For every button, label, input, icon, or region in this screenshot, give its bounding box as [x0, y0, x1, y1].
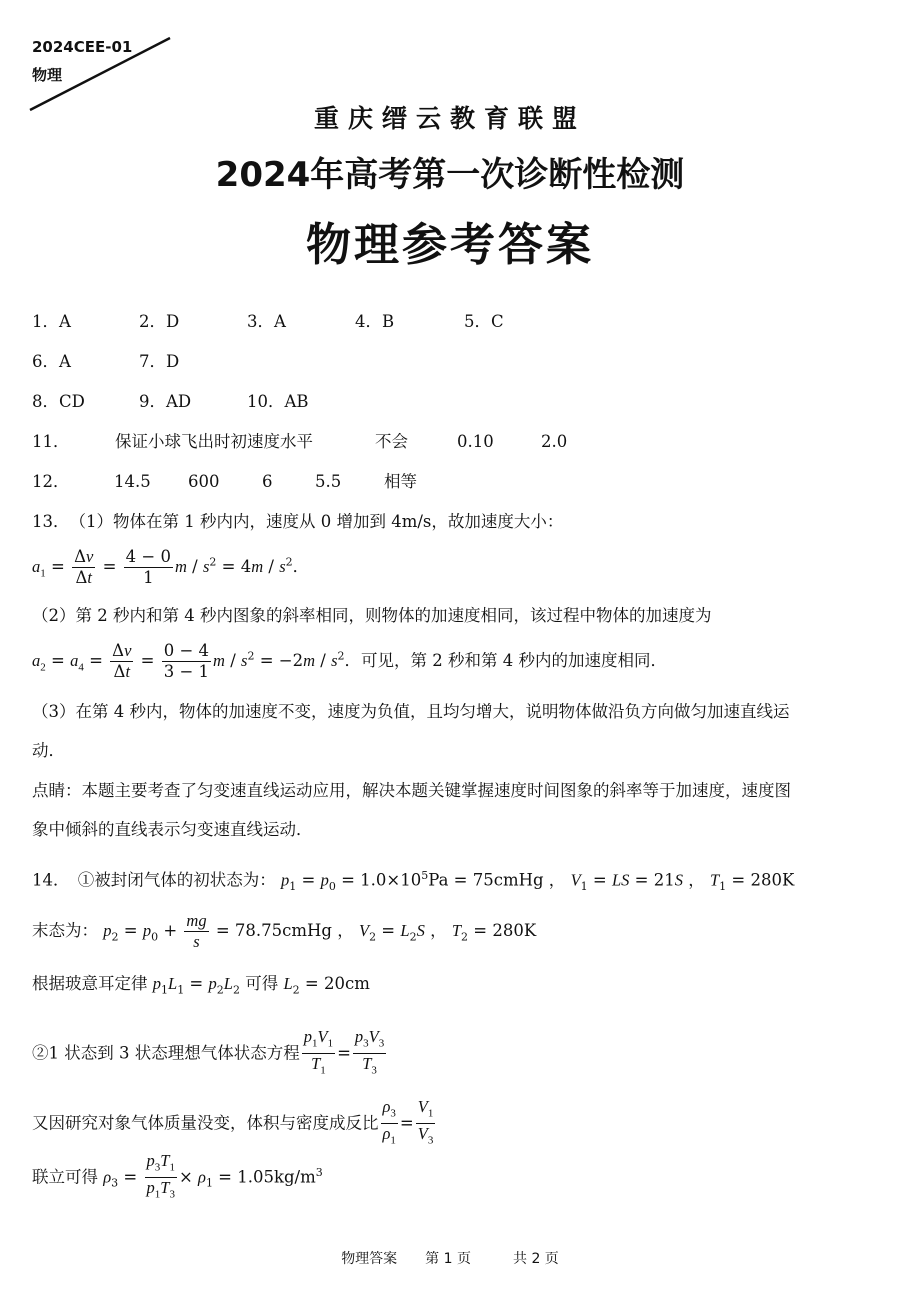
q14-final-state: 末态为： $p_2 = p_0$ + $\frac{mg}{s}$ = 78.75cmHg ， $V_2 = L_2S$ ， $T_2 = 280K$: [32, 911, 537, 951]
q11-blank-2: 不会: [375, 432, 408, 451]
q14-density-relation: 又因研究对象气体质量没变，体积与密度成反比 $\frac{\rho_3}{\rho_1}$ = $\frac{V_1}{V_3}$: [32, 1097, 434, 1147]
q14-initial-state: 14． ①被封闭气体的初状态为： $p_1 = p_0 = 1.0\times 10^5Pa$ = 75cmHg ， $V_1$ = LS = 21S ， $T_1 = 280K$: [32, 869, 795, 893]
q14-boyle-label: 根据玻意耳定律: [32, 974, 148, 993]
q14-end-label: 末态为：: [32, 921, 98, 940]
answer-3: 3．A: [247, 312, 286, 331]
q12-blank-2: 600: [188, 472, 220, 491]
answer-9: 9．AD: [139, 392, 192, 411]
answer-10: 10．AB: [247, 392, 309, 411]
answer-4: 4．B: [355, 312, 395, 331]
answer-8: 8．CD: [32, 392, 85, 411]
q13-equation-a1: $a_1$ = $\frac{\Delta v}{\Delta t}$ = $\frac{4 - 0}{1}$ $m / s^2 = 4m / s^2$．: [32, 547, 310, 587]
document-code: 2024CEE-01: [32, 38, 133, 56]
q14-density-label: 又因研究对象气体质量没变，体积与密度成反比: [32, 1113, 379, 1133]
q12-blank-1: 14.5: [114, 472, 151, 491]
q13-part3-line1: （3）在第 4 秒内，物体的加速度不变，速度为负值，且均匀增大，说明物体做沿负方向做匀加速直线运: [32, 702, 790, 721]
q13-part1-text: 13． （1）物体在第 1 秒内内，速度从 0 增加到 4m/s，故加速度大小：: [32, 512, 564, 531]
q13-note-line2: 象中倾斜的直线表示匀变速直线运动．: [32, 820, 313, 839]
q12-blank-3: 6: [262, 472, 273, 491]
q13-part3-line2: 动．: [32, 741, 65, 760]
q11-number: 11．: [32, 432, 70, 451]
org-title: 重庆缙云教育联盟: [313, 104, 586, 133]
exam-title: 2024年高考第一次诊断性检测: [215, 155, 685, 195]
q13-part2-text: （2）第 2 秒内和第 4 秒内图象的斜率相同，则物体的加速度相同，该过程中物体的加速度为: [32, 606, 712, 625]
q14-combine-label: 联立可得: [32, 1167, 98, 1187]
answer-5: 5．C: [464, 312, 504, 331]
q11-blank-4: 2.0: [541, 432, 568, 451]
q14-state-equation: ②1 状态到 3 状态理想气体状态方程 $\frac{p_1V_1}{T_1}$ = $\frac{p_3V_3}{T_3}$: [32, 1027, 385, 1077]
answer-1: 1．A: [32, 312, 71, 331]
q11-blank-1: 保证小球飞出时初速度水平: [115, 432, 313, 451]
q12-number: 12．: [32, 472, 70, 491]
q12-blank-5: 相等: [384, 472, 417, 491]
q13-eq1-period: ．: [292, 557, 310, 576]
q13-eq2-tail: ．可见，第 2 秒和第 4 秒内的加速度相同．: [344, 651, 667, 670]
q14-lead: 14． ①被封闭气体的初状态为：: [32, 870, 276, 890]
answer-7: 7．D: [139, 352, 180, 371]
q12-blank-4: 5.5: [315, 472, 342, 491]
subject-tag: 物理: [32, 66, 63, 84]
q11-blank-3: 0.10: [457, 432, 494, 451]
answer-6: 6．A: [32, 352, 71, 371]
q13-note-line1: 点睛：本题主要考查了匀变速直线运动应用，解决本题关键掌握速度时间图象的斜率等于加速度，速度图: [32, 781, 791, 800]
q13-equation-a2: $a_2 = a_4$ = $\frac{\Delta v}{\Delta t}$ = $\frac{0 - 4}{3 - 1}$ $m / s^2 = -2m / s^2$．可见，第 2 秒和第 4 秒内的加速度相同．: [32, 641, 667, 681]
q14-boyle-law: 根据玻意耳定律 $p_1L_1 = p_2L_2$ 可得 $L_2 = 20cm$: [32, 974, 370, 997]
answer-2: 2．D: [139, 312, 180, 331]
q14-boyle-mid: 可得: [245, 974, 279, 993]
page-footer: 物理答案 第 1 页 共 2 页: [341, 1251, 559, 1267]
doc-title: 物理参考答案: [305, 218, 594, 271]
q14-state-label: ②1 状态到 3 状态理想气体状态方程: [32, 1043, 300, 1063]
q14-density-result: 联立可得 $\rho_3$ = $\frac{p_3T_1}{p_1T_3}$ × $\rho_1 = 1.05kg/m^3$: [32, 1151, 323, 1201]
